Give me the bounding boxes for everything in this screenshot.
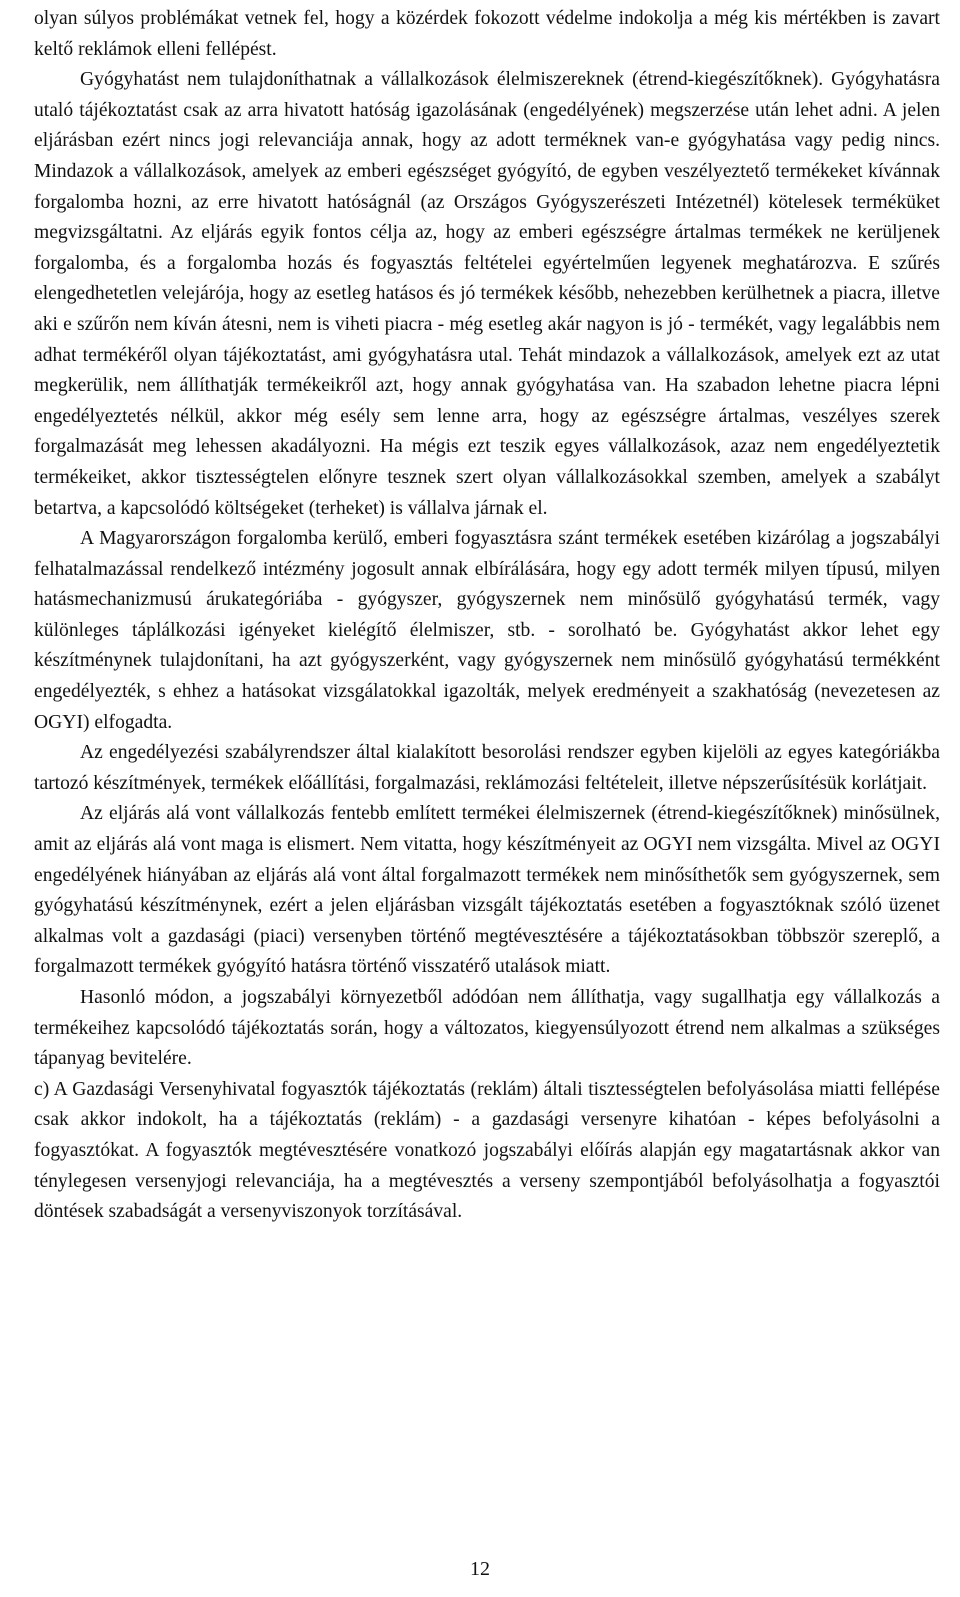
paragraph-magyarorszagon: A Magyarországon forgalomba kerülő, emberi fogyasztásra szánt termékek esetében kizárólag a jogszabályi felhatalmazással rendelkező intézmény jogosult annak elbírálására, hogy egy adott termék milyen típusú, milyen hatásmechanizmusú árukategóriába - gyógyszer, gyógyszernek nem minősülő gyógyhatású termék, vagy különleges táplálkozási igényeket kielégítő élelmiszer, stb. - sorolható be. Gyógyhatást akkor lehet egy készítménynek tulajdonítani, ha azt gyógyszerként, vagy gyógyszernek nem minősülő gyógyhatású termékként engedélyezték, s ehhez a hatásokat vizsgálatokkal igazolták, melyek eredményeit a szakhatóság (nevezetesen az OGYI) elfogadta. <box>34 528 940 733</box>
paragraph-eljaras-ala-vont: Az eljárás alá vont vállalkozás fentebb említett termékei élelmiszernek (étrend-kiegészítőknek) minősülnek, amit az eljárás alá vont maga is elismert. Nem vitatta, hogy készítményeit az OGYI nem vizsgálta. Mivel az OGYI engedélyének hiányában az eljárás alá vont által forgalmazott termékek nem minősíthetők sem gyógyszernek, sem gyógyhatású készítménynek, ezért a jelen eljárásban vizsgált tájékoztatás esetében a fogyasztóknak szóló üzenet alkalmas volt a gazdasági (piaci) versenyben történő megtévesztésére a tájékoztatásokban többször szereplő, a forgalmazott termékek gyógyító hatásra történő visszatérő utalások miatt. <box>34 803 940 978</box>
paragraph-gyogyhatas: Gyógyhatást nem tulajdoníthatnak a vállalkozások élelmiszereknek (étrend-kiegészítőknek). Gyógyhatásra utaló tájékoztatást csak az arra hivatott hatóság igazolásának (engedélyének) megszerzése után lehet adni. A jelen eljárásban ezért nincs jogi relevanciája annak, hogy az adott terméknek van-e gyógyhatása vagy pedig nincs. Mindazok a vállalkozások, amelyek az emberi egészséget gyógyító, de egyben veszélyeztető termékeket kívánnak forgalomba hozni, az erre hivatott hatóságnál (az Országos Gyógyszerészeti Intézetnél) kötelesek terméküket megvizsgáltatni. Az eljárás egyik fontos célja az, hogy az emberi egészségre ártalmas termékek ne kerüljenek forgalomba, és a forgalomba hozás és fogyasztás feltételei egyértelműen legyenek meghatározva. E szűrés elengedhetetlen velejárója, hogy az esetleg hatásos és jó termékek később, nehezebben kerülhetnek a piacra, illetve aki e szűrőn nem kíván átesni, nem is viheti piacra - még esetleg akár nagyon is jó - termékét, vagy legalábbis nem adhat termékéről olyan tájékoztatást, ami gyógyhatásra utal. Tehát mindazok a vállalkozások, amelyek ezt az utat megkerülik, nem állíthatják termékeikről azt, hogy annak gyógyhatása van. Ha szabadon lehetne piacra lépni engedélyeztetés nélkül, akkor még esély sem lenne arra, hogy az egészségre ártalmas, veszélyes szerek forgalmazását meg lehessen akadályozni. Ha mégis ezt teszik egyes vállalkozások, azaz nem engedélyeztetik termékeiket, akkor tisztességtelen előnyre tesznek szert olyan vállalkozásokkal szemben, amelyek a szabályt betartva, a kapcsolódó költségeket (terheket) is vállalva járnak el. <box>34 69 940 519</box>
document-page <box>34 4 940 1228</box>
paragraph-continuation: olyan súlyos problémákat vetnek fel, hogy a közérdek fokozott védelme indokolja a még kis mértékben is zavart keltő reklámok elleni fellépést. <box>34 8 940 60</box>
paragraph-c-section: c) A Gazdasági Versenyhivatal fogyasztók tájékoztatás (reklám) általi tisztességtelen befolyásolása miatti fellépése csak akkor indokolt, ha a tájékoztatás (reklám) - a gazdasági versenyre kihatóan - képes befolyásolni a fogyasztókat. A fogyasztók megtévesztésére vonatkozó jogszabályi előírás alapján egy magatartásnak akkor van ténylegesen versenyjogi relevanciája, ha a megtévesztés a verseny szempontjából befolyásolhatja a fogyasztói döntések szabadságát a versenyviszonyok torzításával. <box>34 1078 940 1223</box>
page-number: 12 <box>470 1558 490 1580</box>
paragraph-hasonlo-modon: Hasonló módon, a jogszabályi környezetből adódóan nem állíthatja, vagy sugallhatja egy vállalkozás a termékeihez kapcsolódó tájékoztatás során, hogy a változatos, kiegyensúlyozott étrend nem alkalmas a szükséges tápanyag bevitelére. <box>34 987 940 1070</box>
paragraph-engedelyezesi: Az engedélyezési szabályrendszer által kialakított besorolási rendszer egyben kijelöli az egyes kategóriákba tartozó készítmények, termékek előállítási, forgalmazási, reklámozási feltételeit, illetve népszerűsítésük korlátjait. <box>34 742 940 794</box>
